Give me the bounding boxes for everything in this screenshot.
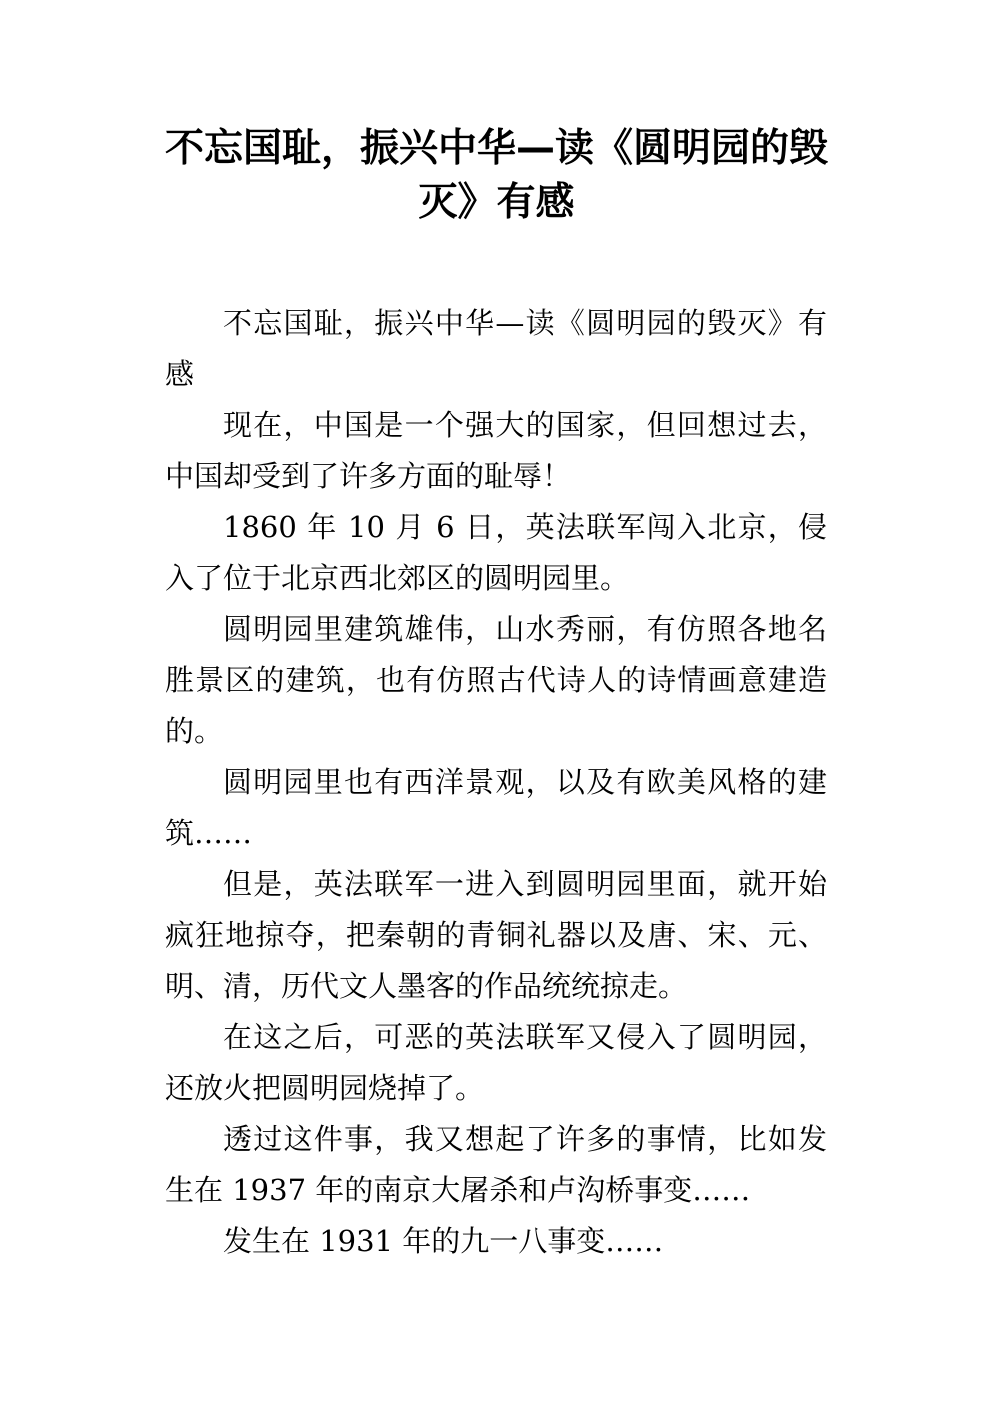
paragraph-918-incident: 发生在 1931 年的九一八事变…… [223, 1224, 664, 1258]
paragraph-looting: 但是，英法联军一进入到圆明园里面，就开始疯狂地掠夺，把秦朝的青铜礼器以及唐、宋、元、明、清，历代文人墨客的作品统统掠走。 [165, 867, 827, 1003]
document-title: 不忘国耻，振兴中华—读《圆明园的毁灭》有感 [164, 126, 828, 225]
paragraph-burning: 在这之后，可恶的英法联军又侵入了圆明园，还放火把圆明园烧掉了。 [165, 1020, 827, 1105]
paragraph-garden-architecture: 圆明园里建筑雄伟，山水秀丽，有仿照各地名胜景区的建筑，也有仿照古代诗人的诗情画意建造的。 [165, 612, 827, 748]
paragraph-nanjing: 透过这件事，我又想起了许多的事情，比如发生在 1937 年的南京大屠杀和卢沟桥事变…… [165, 1122, 827, 1207]
paragraph-western-landscape: 圆明园里也有西洋景观，以及有欧美风格的建筑…… [165, 765, 827, 850]
paragraph-heading-repeat: 不忘国耻，振兴中华—读《圆明园的毁灭》有感 [165, 306, 827, 391]
paragraph-invasion-date: 1860 年 10 月 6 日，英法联军闯入北京，侵入了位于北京西北郊区的圆明园里。 [165, 510, 827, 595]
document-body [165, 298, 827, 1267]
paragraph-intro: 现在，中国是一个强大的国家，但回想过去，中国却受到了许多方面的耻辱！ [165, 408, 827, 493]
